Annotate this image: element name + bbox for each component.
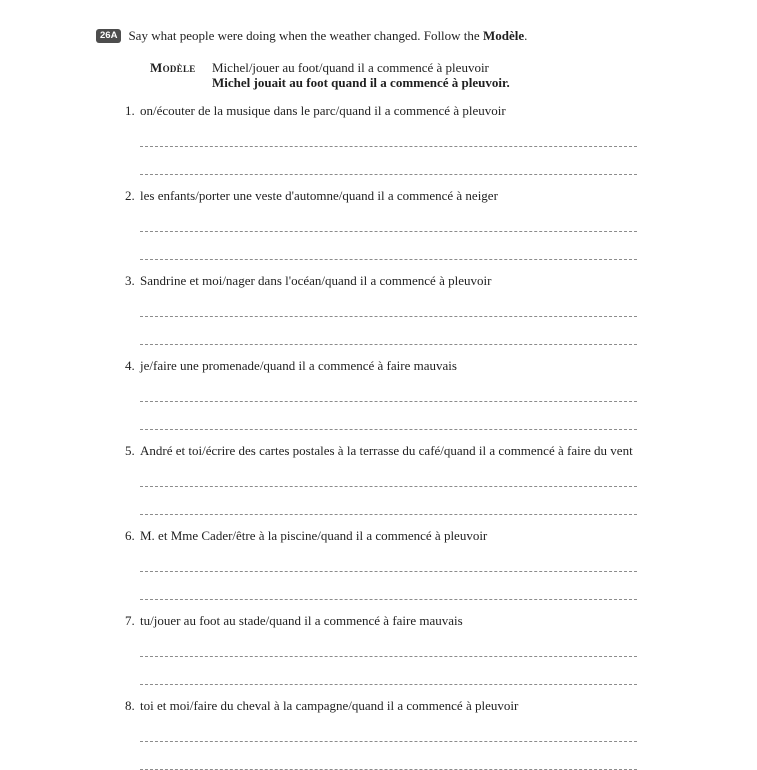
item-number: 3. xyxy=(125,273,135,288)
item-prompt-row xyxy=(125,613,717,629)
exercise-instruction xyxy=(128,28,527,44)
item-prompt-row xyxy=(125,103,717,119)
item-number: 4. xyxy=(125,358,135,373)
exercise-item xyxy=(125,528,717,600)
item-prompt-row xyxy=(125,528,717,544)
exercise-item xyxy=(125,698,717,770)
answer-blank-line xyxy=(140,684,637,685)
answer-blank-line xyxy=(140,146,637,147)
item-prompt-row xyxy=(125,358,717,374)
exercise-item xyxy=(125,613,717,685)
exercise-number-badge: 26A xyxy=(96,29,121,43)
answer-blank-line xyxy=(140,401,637,402)
item-prompt: Sandrine et moi/nager dans l'océan/quand il a commencé à pleuvoir xyxy=(140,273,492,288)
item-prompt-row xyxy=(125,273,717,289)
item-prompt: toi et moi/faire du cheval à la campagne/quand il a commencé à pleuvoir xyxy=(140,698,519,713)
modele-answer: Michel jouait au foot quand il a commencé à pleuvoir. xyxy=(212,75,510,90)
item-number: 7. xyxy=(125,613,135,628)
modele-prompt: Michel/jouer au foot/quand il a commencé à pleuvoir xyxy=(212,60,489,75)
answer-blank-line xyxy=(140,571,637,572)
item-number: 1. xyxy=(125,103,135,118)
answer-blank-line xyxy=(140,599,637,600)
exercise-item xyxy=(125,103,717,175)
answer-blank-line xyxy=(140,429,637,430)
item-prompt: on/écouter de la musique dans le parc/quand il a commencé à pleuvoir xyxy=(140,103,506,118)
item-prompt: je/faire une promenade/quand il a commencé à faire mauvais xyxy=(140,358,457,373)
item-number: 6. xyxy=(125,528,135,543)
exercise-header xyxy=(96,28,717,44)
instruction-modele-ref: Modèle xyxy=(482,28,525,43)
instruction-suffix: . xyxy=(524,28,528,43)
item-number: 5. xyxy=(125,443,135,458)
item-prompt: M. et Mme Cader/être à la piscine/quand il a commencé à pleuvoir xyxy=(140,528,488,543)
instruction-prefix: Say what people were doing when the weather changed. Follow the xyxy=(128,28,483,43)
item-number: 2. xyxy=(125,188,135,203)
answer-blank-line xyxy=(140,656,637,657)
answer-blank-line xyxy=(140,316,637,317)
modele-label: Modèle xyxy=(150,60,196,75)
item-number: 8. xyxy=(125,698,135,713)
modele-block xyxy=(150,60,717,90)
exercise-item xyxy=(125,358,717,430)
answer-blank-line xyxy=(140,514,637,515)
answer-blank-line xyxy=(140,741,637,742)
answer-blank-line xyxy=(140,231,637,232)
answer-blank-line xyxy=(140,259,637,260)
modele-row xyxy=(150,60,717,75)
exercise-item xyxy=(125,273,717,345)
exercise-item xyxy=(125,443,717,515)
answer-blank-line xyxy=(140,344,637,345)
exercise-items xyxy=(125,103,717,770)
answer-blank-line xyxy=(140,174,637,175)
item-prompt-row xyxy=(125,443,717,459)
item-prompt: les enfants/porter une veste d'automne/quand il a commencé à neiger xyxy=(140,188,498,203)
item-prompt: tu/jouer au foot au stade/quand il a commencé à faire mauvais xyxy=(140,613,463,628)
item-prompt-row xyxy=(125,188,717,204)
answer-blank-line xyxy=(140,486,637,487)
item-prompt: André et toi/écrire des cartes postales à la terrasse du café/quand il a commencé à faire du vent xyxy=(140,443,633,458)
item-prompt-row xyxy=(125,698,717,714)
exercise-item xyxy=(125,188,717,260)
